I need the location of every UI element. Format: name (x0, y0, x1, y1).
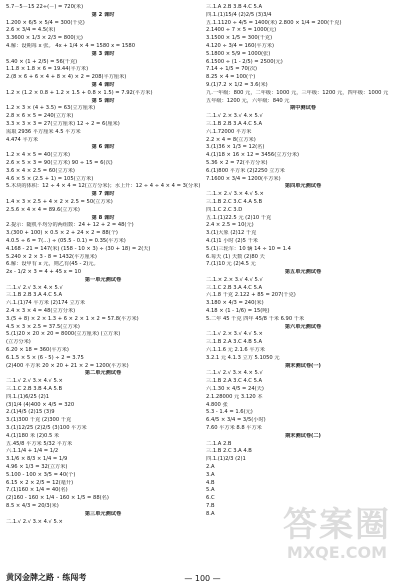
answer-line: 4.120 ÷ 3/4 = 160(平方米) (206, 42, 274, 49)
answer-line: (立方分米) (6, 339, 31, 346)
answer-line: 1.1.8 × 1.8 × 6 = 19.44(平方米) (6, 66, 89, 73)
answer-line: 2.1.28000 元 3.120 本 (206, 393, 263, 400)
answer-line: 5.(1)20 × 20 × 20 = 8000(立方厘米) (立方米) (6, 331, 121, 338)
section-heading: 期末测试卷(一) (285, 362, 321, 369)
answer-line: 三.1.B 2.A 3.C 4.C 5.A (206, 378, 263, 385)
answer-line: (2)400 平方米 20 × 20 + 21 × 2 = 1200(平方米) (6, 362, 129, 369)
answer-line: 二.1.× 2.× 3.√ 4.√ 5.√ (206, 276, 263, 283)
watermark-logo (277, 506, 397, 564)
answer-line: 六.1.72000 平方米 (206, 128, 252, 135)
answer-line: 6.1.5 × 5 × (6 - 5) ÷ 2 = 3.75 (6, 354, 84, 361)
answer-line: 7.1600 × 3/4 = 1200(平方米) (206, 175, 281, 182)
answer-line: 2.4 × 3 × 4 = 48(立方分米) (6, 308, 76, 315)
answer-line: 五.45/8 平方米 5/32 平方米 (6, 440, 73, 447)
answer-line: 2.A (206, 464, 215, 471)
answer-line: 8.A (206, 510, 215, 517)
answer-line: 六.1.30 × 4/5 = 24(天) (206, 386, 264, 393)
answer-line: 5.木块的体积：12 ÷ 4 × 4 = 12(立方分米)；水上升：12 ÷ 4 ÷ 4 × 4 = 3(分米) (6, 183, 200, 190)
answer-line: 2.5.6 × 4 × 4 = 89.6(立方米) (6, 206, 80, 213)
answer-line: 4.6 × 5 × (2.5 + 1) = 105(立方米) (6, 175, 94, 182)
answer-line: 1.2 × (1.2 × 0.8 + 1.2 × 1.5 + 0.8 × 1.5) = 7.92(平方米) (6, 89, 153, 96)
answer-line: 4.0.5 ÷ 6 = 7(…) ÷ (05.5 - 0.1) = 0.35(平方米) (6, 237, 126, 244)
section-heading: 期末测试卷(二) (285, 432, 321, 439)
answer-line: 五.1.(1)22.5 元 (2)10 千克 (206, 214, 272, 221)
answer-line: 2.8 × 6 × 5 = 240(立方米) (6, 113, 74, 120)
answer-line: 3.(5 + 8) × 2 × 1.3 + 6 × 2 × 1 × 2 = 57.8(平方米) (6, 315, 139, 322)
answer-line: 5.1800 × 5/9 = 1000(张) (206, 50, 271, 57)
answer-line: 7.(1)10 元 (2)4.5 元 (206, 261, 256, 268)
answer-line: 二.1.√ 2.√ 3.× 4.√ 5.× (6, 518, 63, 525)
section-heading: 第六单元测试卷 (284, 323, 322, 330)
answer-line: 3.1500 × 1/5 = 300(千克) (206, 35, 273, 42)
answer-line: 三.1.B 2.A 3.C 4.B 5.A (206, 339, 263, 346)
answer-line: 3.(300 + 100) × 0.5 × 2 + 24 × 2 = 88(个) (6, 230, 118, 237)
answer-line: (3)1/4 (4)400 × 4/5 = 320 (6, 401, 75, 408)
answer-line: 六.1.(1)74 平方米 (2)174 立方米 (6, 300, 86, 307)
section-heading: 第 6 课时 (91, 144, 115, 151)
answer-line: 2x - 1/2 × 3 = 4 + 45 x = 10 (6, 269, 81, 276)
answer-line: 三.1.B 2.B 3.A 4.C 5.A (206, 120, 263, 127)
answer-line: 2.2 × 4 = 8(立方米) (206, 136, 256, 143)
section-heading: 第 4 课时 (91, 81, 115, 88)
answer-line: 3.(1)12/25 (2)2/5 (3)100 平方米 (6, 425, 87, 432)
answer-line: 1.200 × 6/5 × 5/4 = 300(千克) (6, 19, 85, 26)
watermark-url: MXQE.COM (286, 543, 388, 562)
answer-line: 四.1.(1)6/25 (2)1 (6, 393, 50, 400)
answer-line: 4.解：设期每 x 张。 4x + 1/4 × 4 = 1580 x = 1580 (6, 42, 135, 49)
answer-line: 2.(8 × 6 + 6 × 4 + 8 × 4) × 2 = 208(平方厘米) (6, 74, 127, 81)
answer-line: 二.1.√ 2.√ 3.× 4.× 5.√ (6, 284, 63, 291)
answer-line: 三.1.B 2.C 3.C 4.A 5.B (206, 198, 263, 205)
answer-line: 6.(1)800 平方米 (2)2250 立方米 (206, 167, 285, 174)
answer-line: 3.6 × 4 × 2.5 = 60(立方米) (6, 167, 75, 174)
answer-line: 6.20 × 18 = 360(平方米) (6, 347, 69, 354)
page-number: — 100 — (184, 574, 221, 583)
answer-line: 2.(1)4/5 (2)15 (3)9 (6, 409, 55, 416)
answer-line: 6.15 × 2 × 2/5 = 12(毫升) (6, 479, 74, 486)
answer-line: 二.1.× 2.√ 3.× 4.√ 5.× (206, 191, 264, 198)
answer-line: 4.(1)180 米 (2)0.5 米 (6, 432, 60, 439)
answer-line: 3.(1)300 千克 (2)300 千克 (6, 417, 72, 424)
answer-line: 7.B (206, 503, 215, 509)
answer-line: 5.3 - 1.4 = 1.6(元) (206, 409, 253, 416)
section-heading: 第一单元测试卷 (84, 276, 122, 283)
answer-line: 5.40 × (1 + 2/5) = 56(千克) (6, 58, 78, 65)
answer-line: 8.5 × 4/3 = 20/3(米) (6, 503, 59, 509)
answer-line: 需取 2936 平方厘米 4.5 平方米 (6, 128, 81, 135)
answer-line: 6.每天 (1) 天数 (2)80 天 (206, 253, 265, 260)
answer-line: 5.A (206, 487, 215, 494)
section-heading: 第四单元测试卷 (284, 183, 322, 190)
book-title: 黄冈金牌之路 · 练闯考 (6, 572, 87, 582)
answer-line: 5.240 × 2 × 3 - 8 = 1432(平方厘米) (6, 253, 97, 260)
answer-line: 3.2.1 元 4.1.3 立方 5.1050 元 (206, 354, 280, 361)
answer-line: 5.7－5－15 22÷(－) = 720(米) (6, 4, 84, 10)
answer-line: 二.1.A 2.B (206, 440, 232, 447)
section-heading: 第 2 课时 (91, 11, 115, 18)
answer-line: 三.1.C 2.B 3.A 4.C 5.A (206, 284, 263, 291)
section-heading: 第 3 课时 (91, 50, 115, 57)
answer-line: 5.100 - 100 × 3/5 = 40(个) (6, 471, 76, 478)
answer-line: 2.6 × 3/4 = 4.5(米) (6, 27, 56, 34)
answer-line: 五.1.1120 ÷ 4/5 = 1400(米) 2.800 × 1/4 = 200(千克) (206, 19, 342, 26)
section-heading: 第五单元测试卷 (284, 269, 322, 276)
answer-line: 二.1.√ 2.√ 3.× 4.√ 5.× (6, 378, 63, 385)
answer-line: 3.(1)36 × 1/3 = 12(名) (206, 144, 265, 151)
answer-line: 二.1.√ 2.× 3.√ 4.√ 5.× (206, 331, 263, 338)
answer-line: 5.36 × 2 = 72(平方分米) (206, 159, 268, 166)
answer-line: 6.C (206, 495, 215, 502)
answer-line: 三.1.C 2.B 3.B 4.A 5.B (6, 386, 63, 393)
answer-line: 1.4 × 3 × 2.5 + 4 × 2 × 2.5 = 50(立方米) (6, 198, 113, 205)
section-heading: 第 5 课时 (91, 97, 115, 104)
section-heading: 第 8 课时 (91, 214, 115, 221)
answer-line: 1.2 × 3 × (4 + 3.5) = 63(立方厘米) (6, 105, 96, 112)
answer-column-right (206, 4, 400, 566)
answer-line: 4.(1)18 × 16 × 12 = 3456(立方分米) (206, 152, 300, 159)
answer-line: 三.1.B 2.B 3.A 4.C 5.A (6, 292, 63, 299)
answer-line: 3.A (206, 471, 215, 478)
answer-line: 4.474 平方米 (6, 136, 39, 143)
answer-line: 四.1.(1)15/4 (2)2/5 (3)3/4 (206, 11, 272, 18)
answer-line: 1.2 × 4 × 5 = 40(立方米) (6, 152, 70, 159)
answer-line: 六.1.1.6 元 2.1.6 平方米 (206, 347, 265, 354)
section-heading: 期中测试卷 (290, 105, 316, 112)
answer-line: 4.18 × (1 - 1/6) = 15(吨) (206, 308, 270, 315)
page-number-wrap (0, 574, 405, 583)
answer-line: 6.4/5 × 3/4 = 3/5(小时) (206, 417, 266, 424)
answer-line: 5.(1)三轮车：10 辆 14 ÷ 10 = 1.4 (206, 245, 291, 252)
answer-column-left (6, 4, 200, 566)
answer-line: 3.(1)大象 (2)12 千克 (206, 230, 257, 237)
answer-line: 六.1.1/4 + 1/4 = 1/2 (6, 448, 59, 455)
answer-line: 8.25 × 4 = 100(个) (206, 74, 256, 81)
answer-line: 9.(1)7.2 × 1/2 = 3.6(米) (206, 81, 268, 88)
answer-line: 5.二年 45 千克 四年 45/8 千米 6.90 千米 (206, 315, 305, 322)
answer-line: 4.(1)1 小时 (2)5 千米 (206, 237, 258, 244)
answer-line: 4.96 × 1/3 = 32(立方米) (6, 464, 68, 471)
answer-line: 二.1.√ 2.× 3.√ 4.× 5.√ (206, 113, 263, 120)
answer-line: 四.1.C 2.C 3.D (206, 206, 243, 213)
answer-line: 2.6 × 5 × 3 = 90(立方米) 90 ÷ 15 = 6(次) (6, 159, 113, 166)
answer-line: 7.14 ÷ 1/5 = 70(次) (206, 66, 258, 73)
answer-line: 7.(1)160 × 1/4 = 40(名) (6, 487, 68, 494)
answer-line: 3.3600 × 1/3 × 2/3 = 800(元) (6, 35, 83, 42)
answer-line: 六.1.8 千克 2.122 + 85 = 207(千克) (206, 292, 296, 299)
answer-line: 6.解：设甲有 x 元，则乙有(45 - 2)元。 (6, 261, 99, 268)
answer-line: (2)160 - 160 × 1/4 - 160 × 1/5 = 88(名) (6, 495, 109, 502)
answer-line: 五年级：1200 元，六年级：840 元 (206, 97, 290, 104)
answer-line: 3.180 × 4/3 = 240(米) (206, 300, 264, 307)
answer-line: 四.1.(1)2/3 (2)1 (206, 456, 246, 463)
answer-line: 二.1.√ 2.√ 3.× 4.× 5.√ (206, 370, 263, 377)
answer-line: 4.B (206, 479, 215, 486)
answer-line: 2.4 × 2.5 = 10(元) (206, 222, 254, 229)
section-heading: 第三单元测试卷 (84, 510, 122, 517)
answer-line: 三.1.B 2.C 3.A 4.B (206, 448, 252, 455)
answer-line: 4.5 × 3 × 2.5 = 37.5(立方米) (6, 323, 80, 330)
answer-line: 2.1400 ÷ 7 × 5 = 1000(元) (206, 27, 277, 34)
answer-line: 7.60 平方米 8.8 平方米 (206, 425, 262, 432)
watermark-text: 答案圈 (283, 505, 391, 545)
answer-line: 3.3 × 3 × 3 = 27(立方厘米) 12 ÷ 2 = 6(厘米) (6, 120, 120, 127)
answer-line: 4.800 张 (206, 401, 228, 408)
answer-line: 4.168 - 21 = 147(米) (158 - 10 × 3) ÷ (30 + 18) = 2(天) (6, 245, 151, 252)
answer-line: 3.1/6 × 8/3 × 1/4 = 1/9 (6, 456, 68, 463)
section-heading: 第二单元测试卷 (84, 370, 122, 377)
answer-line: 九.一年级：800 元，二年级：1000 元，三年级：1200 元，四年级：1000 元 (206, 89, 389, 96)
answer-line: 三.1.A 2.B 3.B 4.C 5.A (206, 4, 263, 10)
section-heading: 第 7 课时 (91, 191, 115, 198)
answer-line: 2.提示：随机平均分的两组数：24 + 12 + 2 = 48(个) (6, 222, 134, 229)
answer-line: 6.1500 ÷ (1 - 2/5) = 2500(元) (206, 58, 283, 65)
